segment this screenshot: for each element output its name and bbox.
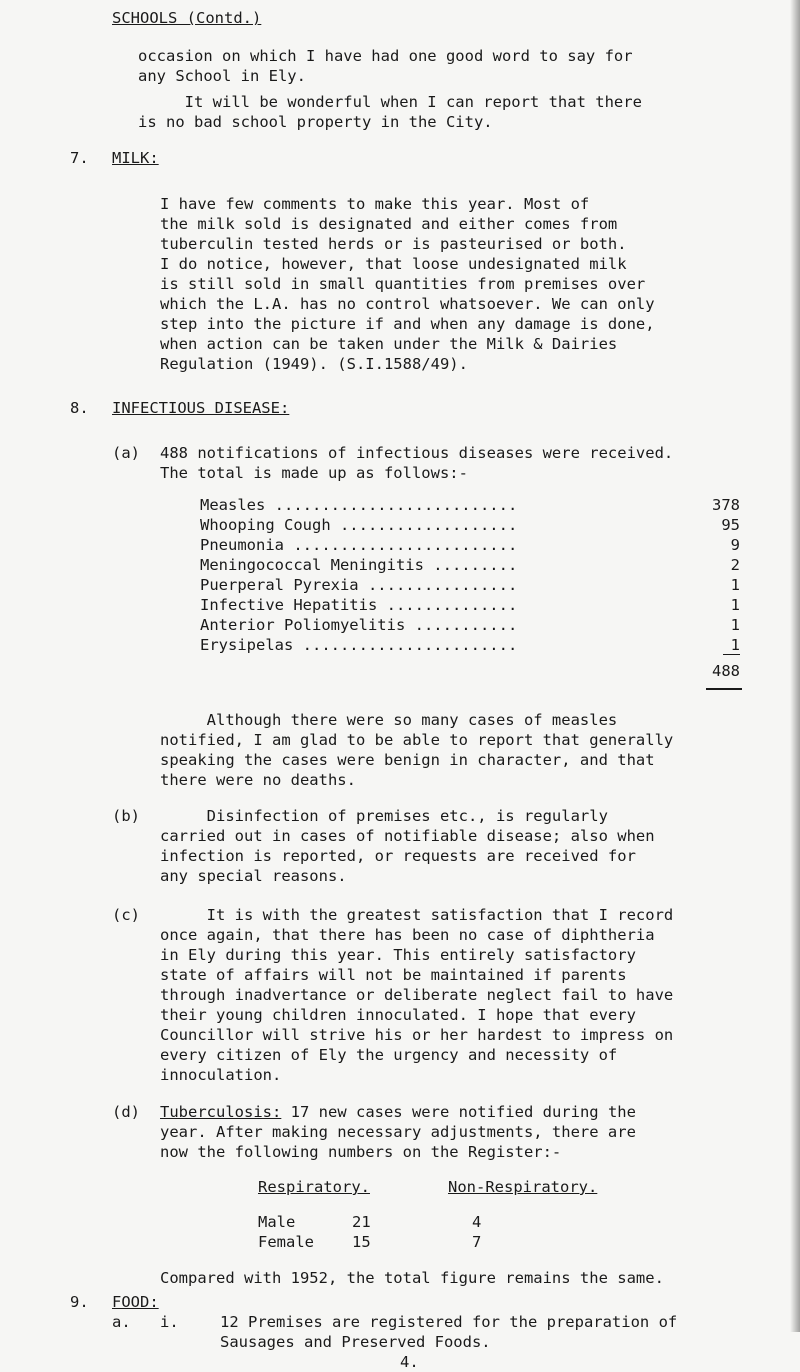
diphtheria-line-2: once again, that there has been no case of diphtheria xyxy=(160,926,655,944)
measles-line-1: Although there were so many cases of measles xyxy=(160,711,618,729)
section-8-title: INFECTIOUS DISEASE: xyxy=(112,399,290,417)
food-i-label: i. xyxy=(160,1313,179,1331)
comparison-line: Compared with 1952, the total figure remains the same. xyxy=(160,1269,664,1287)
disease-name: Anterior Poliomyelitis ........... xyxy=(200,616,518,634)
list-item xyxy=(200,536,740,556)
table-row-label: Male xyxy=(258,1213,296,1231)
disease-count: 1 xyxy=(730,616,740,634)
disease-name: Measles .......................... xyxy=(200,496,518,514)
disease-count: 378 xyxy=(712,496,740,514)
section-9-number: 9. xyxy=(70,1293,89,1311)
list-item xyxy=(200,636,740,656)
diphtheria-line-7: Councillor will strive his or her hardest to impress on xyxy=(160,1026,674,1044)
tuberculosis-title: Tuberculosis: xyxy=(160,1103,282,1121)
page-header: SCHOOLS (Contd.) xyxy=(112,9,262,27)
disease-name: Puerperal Pyrexia ................ xyxy=(200,576,518,594)
milk-line-2: the milk sold is designated and either comes from xyxy=(160,215,618,233)
infectious-a-line-1: 488 notifications of infectious diseases were received. xyxy=(160,444,674,462)
tuberculosis-line-1-text: 17 new cases were notified during the xyxy=(281,1103,636,1121)
disease-name: Infective Hepatitis .............. xyxy=(200,596,518,614)
infectious-a-line-2: The total is made up as follows:- xyxy=(160,464,468,482)
milk-line-8: when action can be taken under the Milk & Dairies xyxy=(160,335,618,353)
diphtheria-line-3: in Ely during this year. This entirely satisfactory xyxy=(160,946,636,964)
subsection-c-label: (c) xyxy=(112,906,140,924)
total-underline xyxy=(706,688,742,690)
schools-line-2: any School in Ely. xyxy=(138,67,306,85)
section-7-title: MILK: xyxy=(112,149,159,167)
tuberculosis-line-1 xyxy=(160,1102,636,1122)
disease-name: Meningococcal Meningitis ......... xyxy=(200,556,518,574)
disease-name: Whooping Cough ................... xyxy=(200,516,518,534)
subsection-a-label: (a) xyxy=(112,444,140,462)
disinfection-line-4: any special reasons. xyxy=(160,867,347,885)
disease-name: Pneumonia ........................ xyxy=(200,536,518,554)
list-item xyxy=(200,576,740,596)
disease-count: 9 xyxy=(730,536,740,554)
milk-line-1: I have few comments to make this year. Most of xyxy=(160,195,590,213)
table-cell-respiratory: 21 xyxy=(352,1213,371,1231)
disinfection-line-3: infection is reported, or requests are received for xyxy=(160,847,636,865)
tuberculosis-line-2: year. After making necessary adjustments, there are xyxy=(160,1123,636,1141)
disease-count: 1 xyxy=(730,596,740,614)
section-8-number: 8. xyxy=(70,399,89,417)
milk-line-4: I do notice, however, that loose undesignated milk xyxy=(160,255,627,273)
list-item xyxy=(200,516,740,536)
tuberculosis-line-3: now the following numbers on the Register:- xyxy=(160,1143,562,1161)
list-item xyxy=(200,496,740,516)
list-item xyxy=(200,596,740,616)
disinfection-line-2: carried out in cases of notifiable disease; also when xyxy=(160,827,655,845)
disease-count: 1 xyxy=(723,636,740,655)
list-item xyxy=(200,556,740,576)
table-cell-non-respiratory: 4 xyxy=(472,1213,482,1231)
milk-line-7: step into the picture if and when any damage is done, xyxy=(160,315,655,333)
disease-count: 95 xyxy=(721,516,740,534)
diphtheria-line-1: It is with the greatest satisfaction that I record xyxy=(160,906,674,924)
schools-line-1: occasion on which I have had one good word to say for xyxy=(138,47,633,65)
table-header-non-respiratory: Non-Respiratory. xyxy=(448,1178,598,1196)
diphtheria-line-8: every citizen of Ely the urgency and necessity of xyxy=(160,1046,618,1064)
food-line-2: Sausages and Preserved Foods. xyxy=(220,1333,491,1351)
disease-total: 488 xyxy=(712,662,740,680)
milk-line-3: tuberculin tested herds or is pasteurised or both. xyxy=(160,235,627,253)
disease-count: 1 xyxy=(730,576,740,594)
measles-line-4: there were no deaths. xyxy=(160,771,356,789)
section-7-number: 7. xyxy=(70,149,89,167)
subsection-d-label: (d) xyxy=(112,1103,140,1121)
table-row-label: Female xyxy=(258,1233,314,1251)
diphtheria-line-9: innoculation. xyxy=(160,1066,282,1084)
page-edge-shadow xyxy=(790,0,800,1332)
list-item xyxy=(200,616,740,636)
food-line-1: 12 Premises are registered for the preparation of xyxy=(220,1313,678,1331)
schools-line-3: It will be wonderful when I can report that there xyxy=(138,93,642,111)
diphtheria-line-6: their young children innoculated. I hope that every xyxy=(160,1006,636,1024)
measles-line-3: speaking the cases were benign in character, and that xyxy=(160,751,655,769)
disease-name: Erysipelas ....................... xyxy=(200,636,518,654)
schools-line-4: is no bad school property in the City. xyxy=(138,113,493,131)
diphtheria-line-5: through inadvertance or deliberate neglect fail to have xyxy=(160,986,674,1004)
milk-line-6: which the L.A. has no control whatsoever. We can only xyxy=(160,295,655,313)
disease-count: 2 xyxy=(730,556,740,574)
milk-line-9: Regulation (1949). (S.I.1588/49). xyxy=(160,355,468,373)
measles-line-2: notified, I am glad to be able to report that generally xyxy=(160,731,674,749)
milk-line-5: is still sold in small quantities from premises over xyxy=(160,275,646,293)
table-header-respiratory: Respiratory. xyxy=(258,1178,370,1196)
page-number: 4. xyxy=(400,1353,419,1371)
subsection-b-label: (b) xyxy=(112,807,140,825)
table-cell-non-respiratory: 7 xyxy=(472,1233,482,1251)
total-row xyxy=(200,662,740,682)
table-cell-respiratory: 15 xyxy=(352,1233,371,1251)
disinfection-line-1: Disinfection of premises etc., is regularly xyxy=(160,807,608,825)
section-9-title: FOOD: xyxy=(112,1293,159,1311)
food-a-label: a. xyxy=(112,1313,131,1331)
diphtheria-line-4: state of affairs will not be maintained if parents xyxy=(160,966,627,984)
